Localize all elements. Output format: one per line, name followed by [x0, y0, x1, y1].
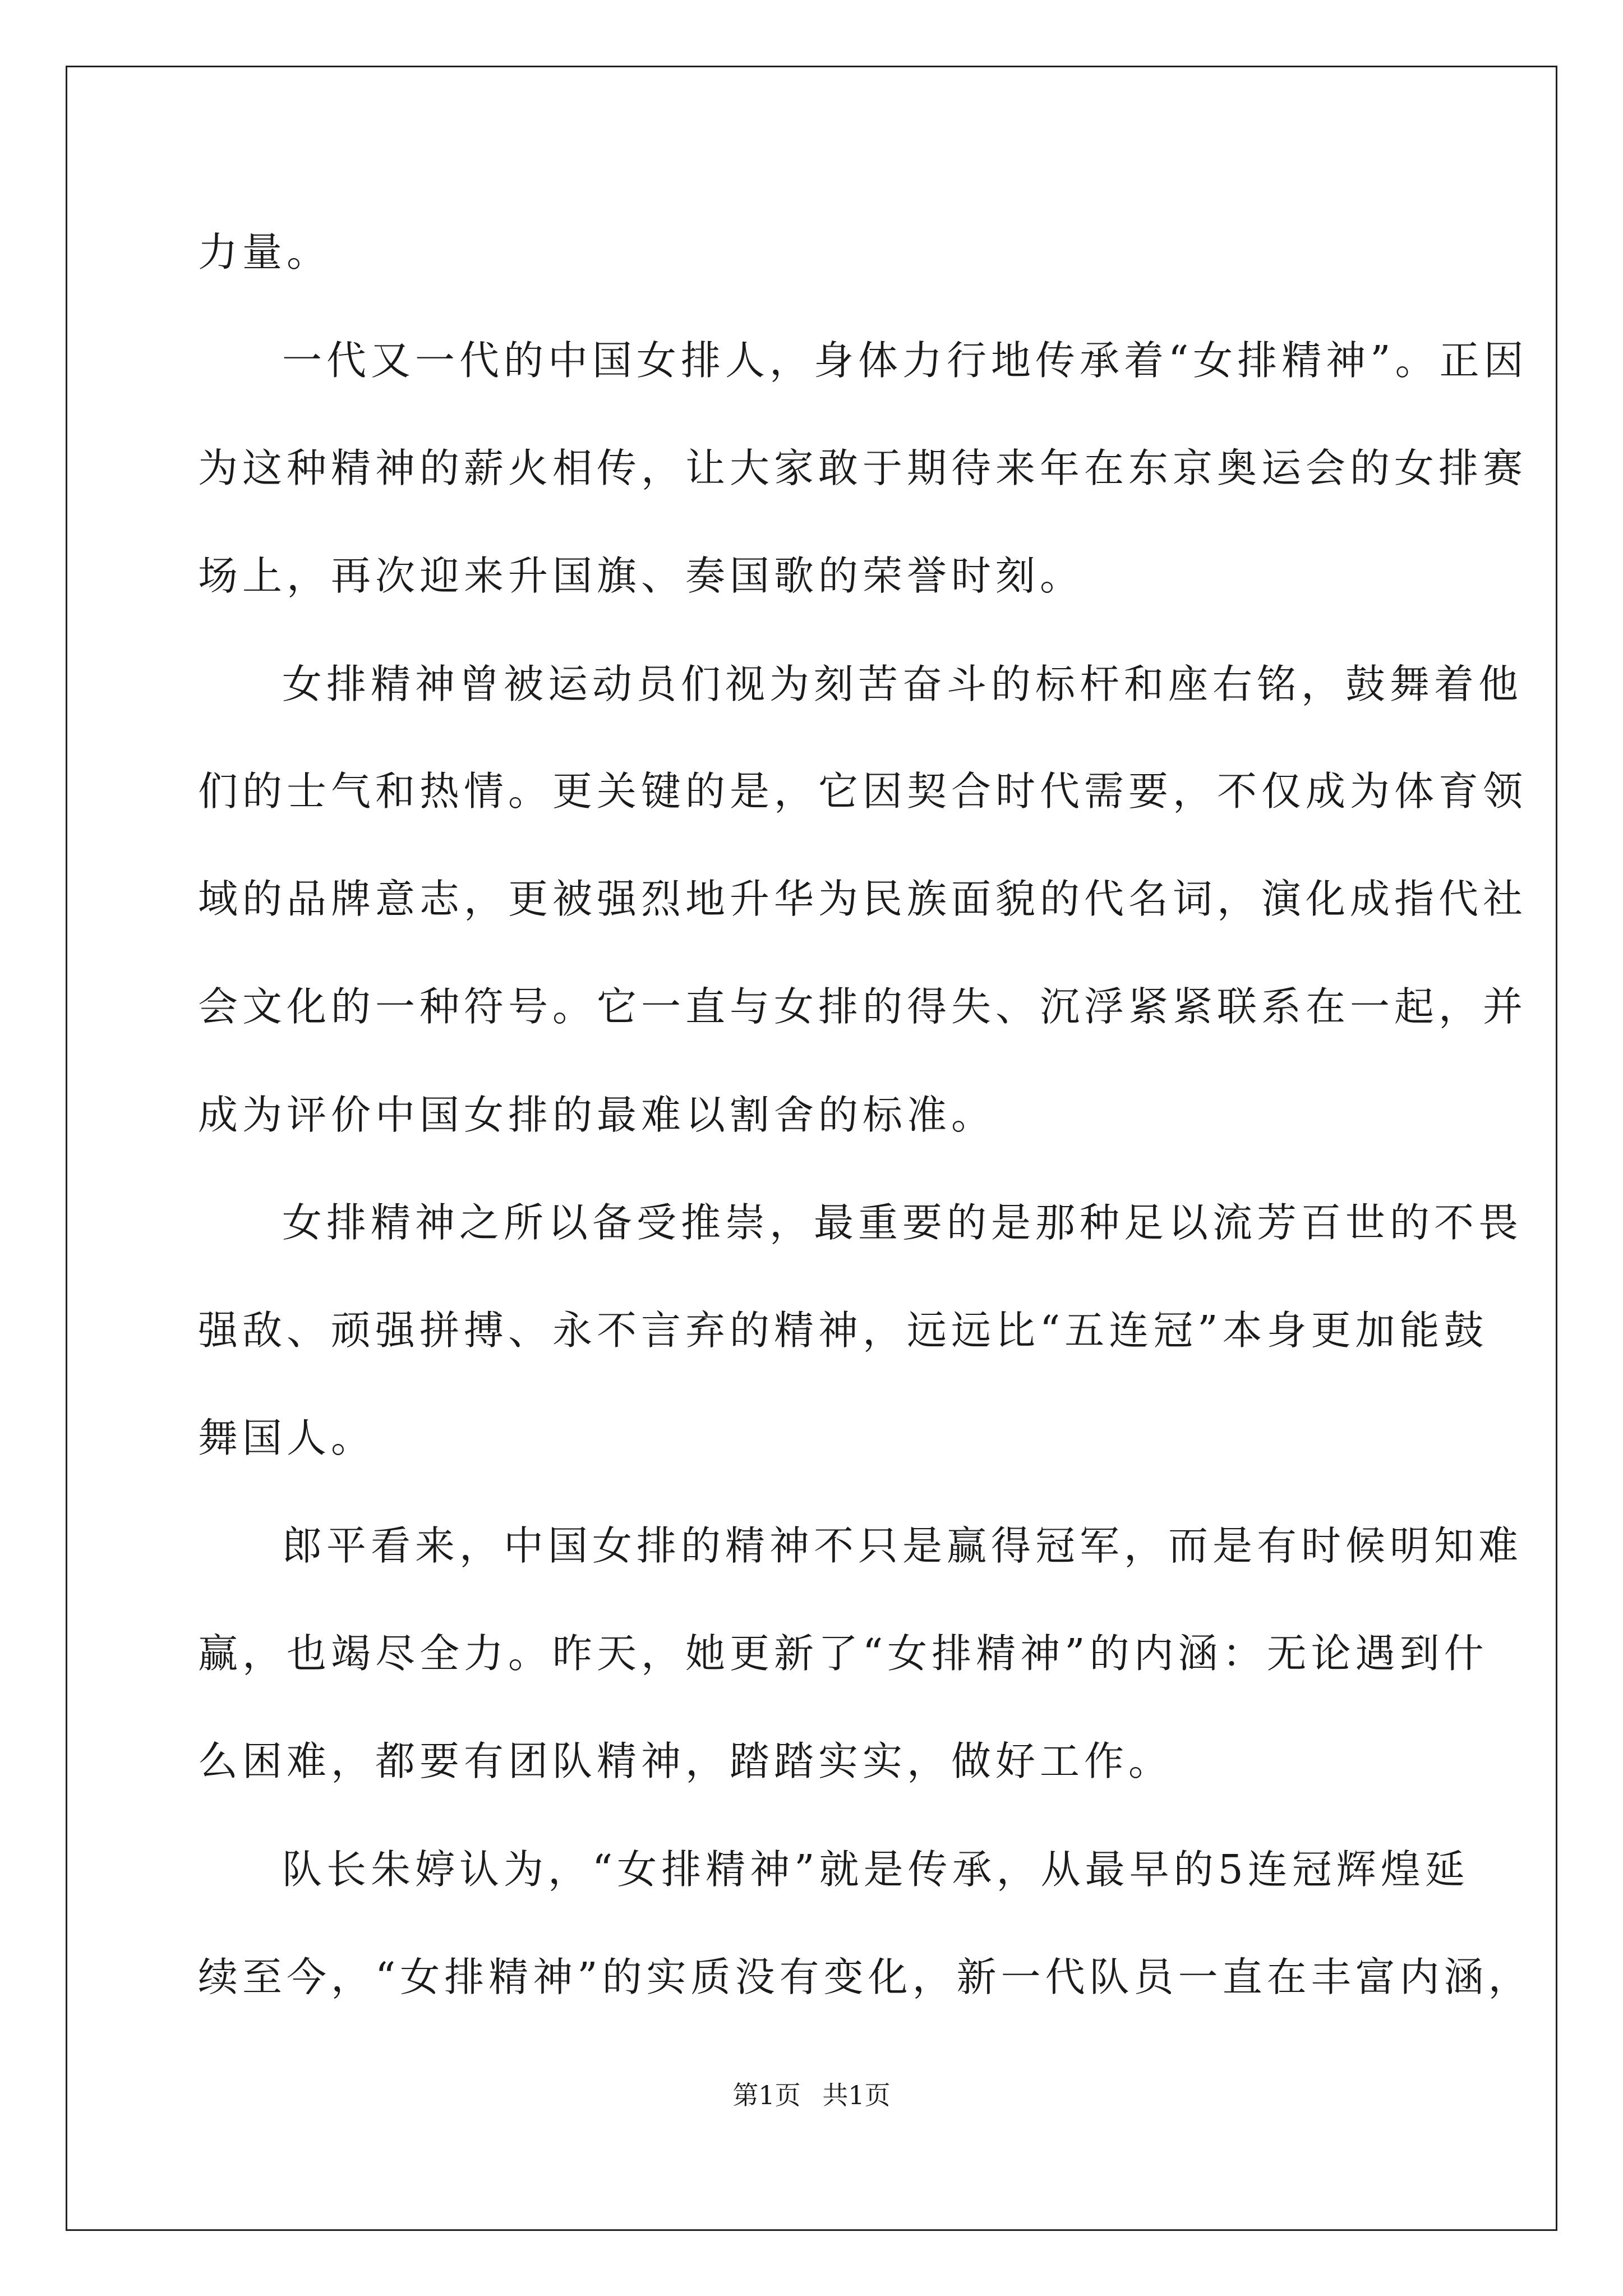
text-line: 队长朱婷认为，“女排精神”就是传承，从最早的5连冠辉煌延 [282, 1846, 1469, 1893]
text-line: 成为评价中国女排的最难以割舍的标准。 [198, 1092, 996, 1138]
text-line: 场上，再次迎来升国旗、奏国歌的荣誉时刻。 [198, 553, 1085, 599]
text-line: 么困难，都要有团队精神，踏踏实实，做好工作。 [198, 1738, 1173, 1784]
text-line: 们的士气和热情。更关键的是，它因契合时代需要，不仅成为体育领 [198, 768, 1528, 815]
page-border [66, 66, 1557, 2231]
page-total: 共1页 [822, 2080, 891, 2110]
text-line: 女排精神之所以备受推崇，最重要的是那种足以流芳百世的不畏 [282, 1199, 1523, 1246]
text-line: 为这种精神的薪火相传，让大家敢于期待来年在东京奥运会的女排赛 [198, 445, 1528, 491]
text-line: 女排精神曾被运动员们视为刻苦奋斗的标杆和座右铭，鼓舞着他 [282, 661, 1523, 707]
text-line: 郎平看来，中国女排的精神不只是赢得冠军，而是有时候明知难 [282, 1522, 1523, 1569]
text-line: 赢，也竭尽全力。昨天，她更新了“女排精神”的内涵：无论遇到什 [198, 1630, 1488, 1677]
text-line: 域的品牌意志，更被强烈地升华为民族面貌的代名词，演化成指代社 [198, 876, 1528, 922]
text-line: 力量。 [198, 229, 331, 275]
text-line: 一代又一代的中国女排人，身体力行地传承着“女排精神”。正因 [282, 337, 1528, 384]
text-line: 续至今，“女排精神”的实质没有变化，新一代队员一直在丰富内涵， [198, 1954, 1533, 2000]
text-line: 强敌、顽强拼搏、永不言弃的精神，远远比“五连冠”本身更加能鼓 [198, 1307, 1488, 1354]
page-number: 第1页 [732, 2080, 801, 2110]
page-footer [0, 2078, 1623, 2112]
text-line: 会文化的一种符号。它一直与女排的得失、沉浮紧紧联系在一起，并 [198, 983, 1528, 1030]
text-line: 舞国人。 [198, 1415, 376, 1461]
